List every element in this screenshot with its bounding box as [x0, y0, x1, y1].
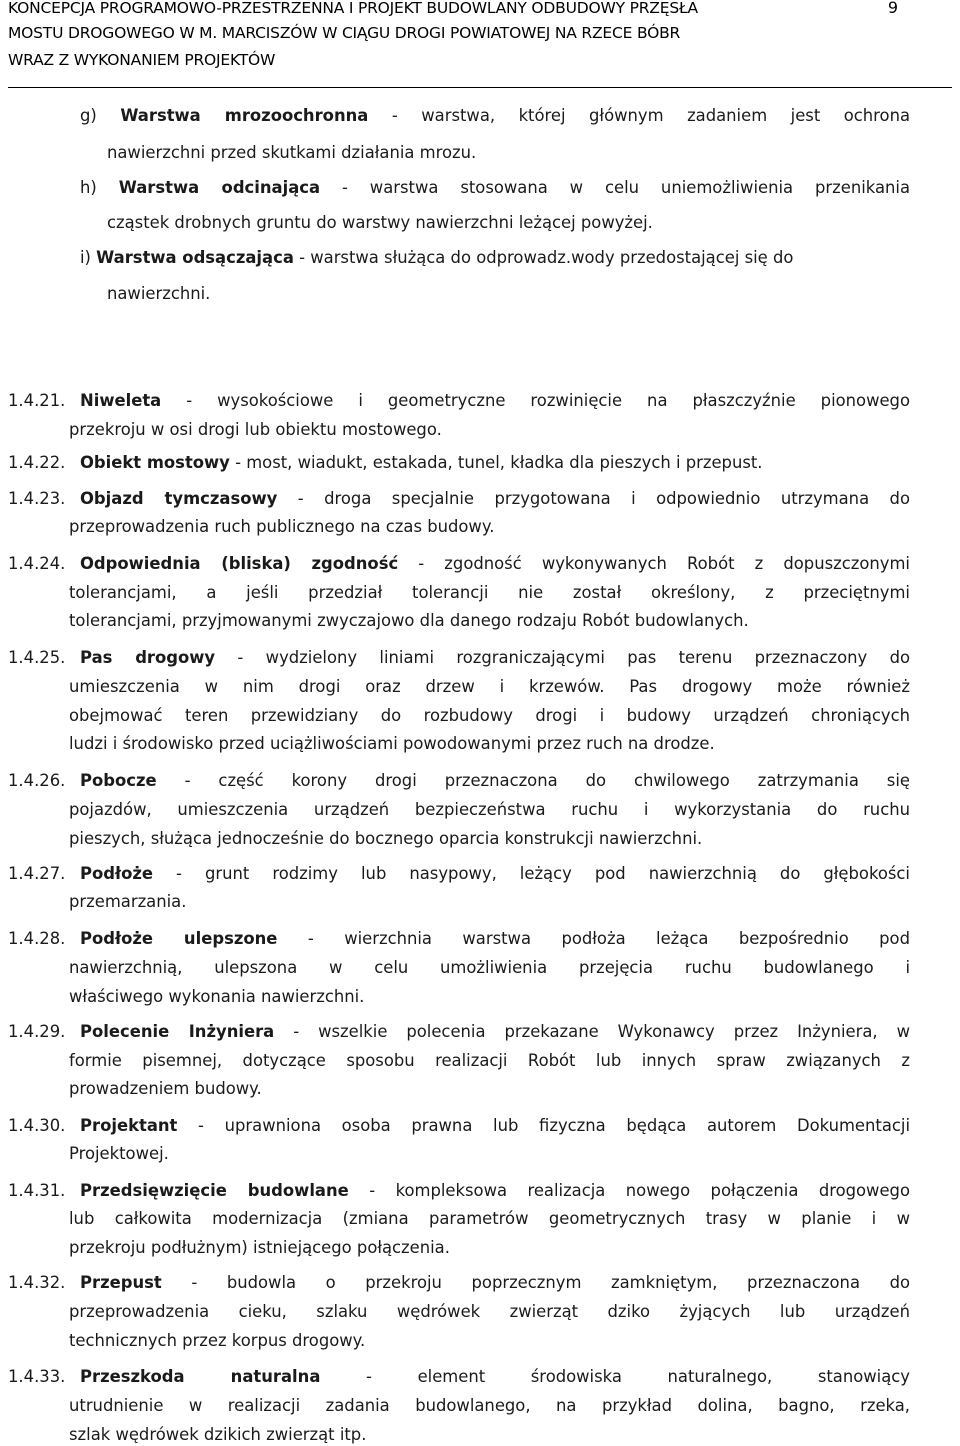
definition-number: 1.4.22.: [8, 453, 66, 472]
definition-line: przekroju w osi drogi lub obiektu mostowego.: [69, 420, 442, 439]
item-i-marker: i): [80, 248, 91, 267]
definition-line: [80, 1180, 910, 1202]
definition-line: tolerancjami, przyjmowanymi zwyczajowo dla danego rodzaju Robót budowlanych.: [69, 611, 749, 630]
item-i-text-1: - warstwa służąca do odprowadz.wody przedostającej się do: [293, 248, 794, 267]
definition-term: Odpowiednia (bliska) zgodność: [80, 554, 399, 573]
definition-line: Projektowej.: [69, 1144, 169, 1163]
definition-number: 1.4.26.: [8, 771, 66, 790]
definition-line: [80, 647, 910, 669]
definition-number: 1.4.27.: [8, 864, 66, 883]
definition-text: - wydzielony liniami rozgraniczającymi pas terenu przeznaczony do: [215, 648, 910, 667]
item-i-line-1: [80, 247, 793, 269]
definition-text: - grunt rodzimy lub nasypowy, leżący pod nawierzchnią do głębokości: [153, 864, 910, 883]
definition-line: właściwego wykonania nawierzchni.: [69, 987, 365, 1006]
definition-number: 1.4.25.: [8, 648, 66, 667]
definition-line: szlak wędrówek dzikich zwierząt itp.: [69, 1425, 367, 1444]
definition-term: Przepust: [80, 1273, 162, 1292]
definition-number: 1.4.21.: [8, 391, 66, 410]
definition-term: Projektant: [80, 1116, 178, 1135]
definition-line: [80, 390, 910, 412]
definition-line: [80, 488, 910, 510]
definition-line: [80, 1115, 910, 1137]
definition-line: przemarzania.: [69, 892, 187, 911]
item-i-line-2: nawierzchni.: [107, 284, 211, 303]
definition-line: pieszych, służąca jednocześnie do bocznego oparcia konstrukcji nawierzchni.: [69, 829, 703, 848]
definition-text: - kompleksowa realizacja nowego połączenia drogowego: [348, 1181, 910, 1200]
page-number: 9: [887, 0, 898, 17]
definition-text: - wszelkie polecenia przekazane Wykonawcy przez Inżyniera, w: [274, 1022, 910, 1041]
item-h-text-1: - warstwa stosowana w celu uniemożliwienia przenikania: [320, 178, 910, 197]
definition-term: Przedsięwzięcie budowlane: [80, 1181, 349, 1200]
definition-term: Obiekt mostowy: [80, 453, 230, 472]
definition-term: Podłoże ulepszone: [80, 929, 278, 948]
definition-line: [80, 553, 910, 575]
definition-term: Pobocze: [80, 771, 157, 790]
definition-line: lub całkowita modernizacja (zmiana parametrów geometrycznych trasy w planie i w: [69, 1209, 910, 1228]
definition-number: 1.4.28.: [8, 929, 66, 948]
item-g-term: Warstwa mrozoochronna: [120, 106, 369, 125]
item-h-term: Warstwa odcinająca: [118, 178, 321, 197]
definition-line: prowadzeniem budowy.: [69, 1079, 262, 1098]
definition-line: przeprowadzenia ruch publicznego na czas budowy.: [69, 517, 495, 536]
definition-text: - element środowiska naturalnego, stanowiący: [320, 1367, 910, 1386]
definition-text: - droga specjalnie przygotowana i odpowiednio utrzymana do: [277, 489, 910, 508]
definition-line: utrudnienie w realizacji zadania budowlanego, na przykład dolina, bagno, rzeka,: [69, 1396, 910, 1415]
definition-number: 1.4.30.: [8, 1116, 66, 1135]
definition-number: 1.4.32.: [8, 1273, 66, 1292]
definition-text: - część korony drogi przeznaczona do chwilowego zatrzymania się: [156, 771, 910, 790]
page-header: [8, 0, 952, 88]
definition-number: 1.4.29.: [8, 1022, 66, 1041]
definition-line: przeprowadzenia cieku, szlaku wędrówek zwierząt dziko żyjących lub urządzeń: [69, 1302, 910, 1321]
definition-line: technicznych przez korpus drogowy.: [69, 1331, 366, 1350]
definition-number: 1.4.31.: [8, 1181, 66, 1200]
item-h-line-2: cząstek drobnych gruntu do warstwy nawierzchni leżącej powyżej.: [107, 213, 653, 232]
definition-text: - most, wiadukt, estakada, tunel, kładka dla pieszych i przepust.: [229, 453, 763, 472]
definition-line: [80, 863, 910, 885]
definition-line: [80, 1272, 910, 1294]
definition-text: - wysokościowe i geometryczne rozwinięcie na płaszczyźnie pionowego: [161, 391, 910, 410]
definition-line: ludzi i środowisko przed uciążliwościami powodowanymi przez ruch na drodze.: [69, 734, 715, 753]
item-g-line-2: nawierzchni przed skutkami działania mrozu.: [107, 143, 477, 162]
definition-line: [80, 1366, 910, 1388]
definition-line: formie pisemnej, dotyczące sposobu realizacji Robót lub innych spraw związanych z: [69, 1051, 910, 1070]
item-h-marker: h): [80, 178, 97, 197]
definition-line: [80, 1021, 910, 1043]
definition-text: - wierzchnia warstwa podłoża leżąca bezpośrednio pod: [277, 929, 910, 948]
definition-number: 1.4.23.: [8, 489, 66, 508]
definition-line: umieszczenia w nim drogi oraz drzew i krzewów. Pas drogowy może również: [69, 677, 910, 696]
definition-text: - zgodność wykonywanych Robót z dopuszczonymi: [398, 554, 910, 573]
definition-text: - budowla o przekroju poprzecznym zamkniętym, przeznaczona do: [161, 1273, 910, 1292]
item-g-marker: g): [80, 106, 97, 125]
definition-line: przekroju podłużnym) istniejącego połączenia.: [69, 1238, 450, 1257]
definition-number: 1.4.24.: [8, 554, 66, 573]
definition-term: Niweleta: [80, 391, 162, 410]
header-title-line-3: WRAZ Z WYKONANIEM PROJEKTÓW: [8, 51, 276, 69]
definition-text: - uprawniona osoba prawna lub fizyczna będąca autorem Dokumentacji: [177, 1116, 910, 1135]
definition-line: [80, 452, 763, 474]
item-i-term: Warstwa odsączająca: [96, 248, 294, 267]
definition-line: nawierzchnią, ulepszona w celu umożliwienia przejęcia ruchu budowlanego i: [69, 958, 910, 977]
definition-term: Pas drogowy: [80, 648, 216, 667]
header-title-line-1: KONCEPCJA PROGRAMOWO-PRZESTRZENNA I PROJEKT BUDOWLANY ODBUDOWY PRZĘSŁA: [8, 0, 698, 17]
definition-line: [80, 928, 910, 950]
item-g-line-1: [80, 105, 910, 127]
item-g-text-1: - warstwa, której głównym zadaniem jest ochrona: [368, 106, 911, 125]
definition-line: pojazdów, umieszczenia urządzeń bezpieczeństwa ruchu i wykorzystania do ruchu: [69, 800, 910, 819]
definition-term: Polecenie Inżyniera: [80, 1022, 275, 1041]
header-title-line-2: MOSTU DROGOWEGO W M. MARCISZÓW W CIĄGU DROGI POWIATOWEJ NA RZECE BÓBR: [8, 24, 681, 42]
definition-term: Przeszkoda naturalna: [80, 1367, 321, 1386]
definition-term: Objazd tymczasowy: [80, 489, 278, 508]
definition-number: 1.4.33.: [8, 1367, 66, 1386]
definition-term: Podłoże: [80, 864, 154, 883]
item-h-line-1: [80, 177, 910, 199]
definition-line: [80, 770, 910, 792]
definition-line: tolerancjami, a jeśli przedział tolerancji nie został określony, z przeciętnymi: [69, 583, 910, 602]
definition-line: obejmować teren przewidziany do rozbudowy drogi i budowy urządzeń chroniących: [69, 706, 910, 725]
